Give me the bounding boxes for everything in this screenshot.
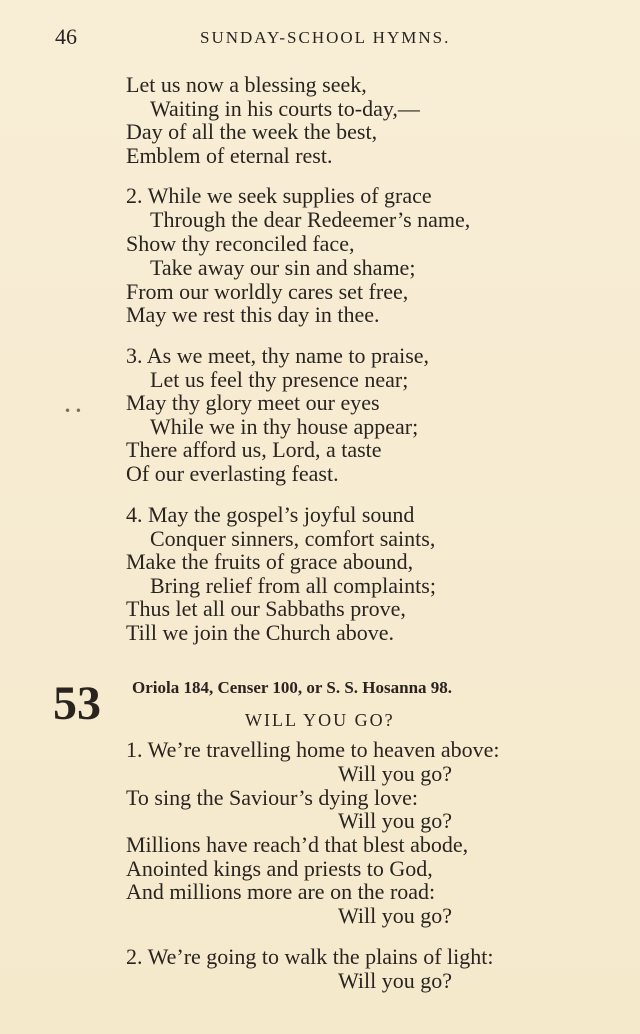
verse-2-refrain-1: Will you go? [338,968,452,993]
verse-1-refrain-2: Will you go? [338,808,452,833]
stanza-4-line-6: Till we join the Church above. [126,620,395,645]
hymn-number: 53 [53,677,101,730]
tune-references: Oriola 184, Censer 100, or S. S. Hosanna 98. [132,678,453,697]
hymn-title: WILL YOU GO? [245,710,395,730]
stanza-3-line-5: There afford us, Lord, a taste [126,437,382,462]
stanza-4-line-3: Make the fruits of grace abound, [126,549,414,574]
stanza-2-line-4: Take away our sin and shame; [150,255,416,280]
stanza-4-line-5: Thus let all our Sabbaths prove, [126,596,406,621]
page-number: 46 [55,24,77,49]
stanza-3-line-4: While we in thy house appear; [150,414,419,439]
running-title: SUNDAY-SCHOOL HYMNS. [200,28,451,47]
verse-1-line-7: And millions more are on the road: [126,879,436,904]
verse-1-line-6: Anointed kings and priests to God, [126,856,433,881]
stanza-1-line-4: Emblem of eternal rest. [126,143,333,168]
stanza-1-line-2: Waiting in his courts to-day,— [150,96,420,121]
verse-1-line-3: To sing the Saviour’s dying love: [126,785,418,810]
stanza-1-line-1: Let us now a blessing seek, [126,72,367,97]
stanza-2-line-6: May we rest this day in thee. [126,302,380,327]
stanza-4-line-2: Conquer sinners, comfort saints, [150,526,436,551]
stanza-1-line-3: Day of all the week the best, [126,119,378,144]
stanza-2-line-1: 2. While we seek supplies of grace [126,183,432,208]
stanza-2-line-5: From our worldly cares set free, [126,279,409,304]
verse-1-refrain-1: Will you go? [338,761,452,786]
stanza-2-line-3: Show thy reconciled face, [126,231,355,256]
margin-dot: • • [64,404,82,418]
verse-1-refrain-3: Will you go? [338,903,452,928]
stanza-4-line-1: 4. May the gospel’s joyful sound [126,502,415,527]
stanza-3-line-1: 3. As we meet, thy name to praise, [126,343,430,368]
verse-2-line-1: 2. We’re going to walk the plains of light: [126,944,494,969]
stanza-2-line-2: Through the dear Redeemer’s name, [150,207,471,232]
stanza-3-line-2: Let us feel thy presence near; [150,367,409,392]
stanza-3-line-6: Of our everlasting feast. [126,461,339,486]
stanza-4-line-4: Bring relief from all complaints; [150,573,436,598]
verse-1-line-5: Millions have reach’d that blest abode, [126,832,469,857]
stanza-3-line-3: May thy glory meet our eyes [126,390,380,415]
verse-1-line-1: 1. We’re travelling home to heaven above: [126,737,500,762]
